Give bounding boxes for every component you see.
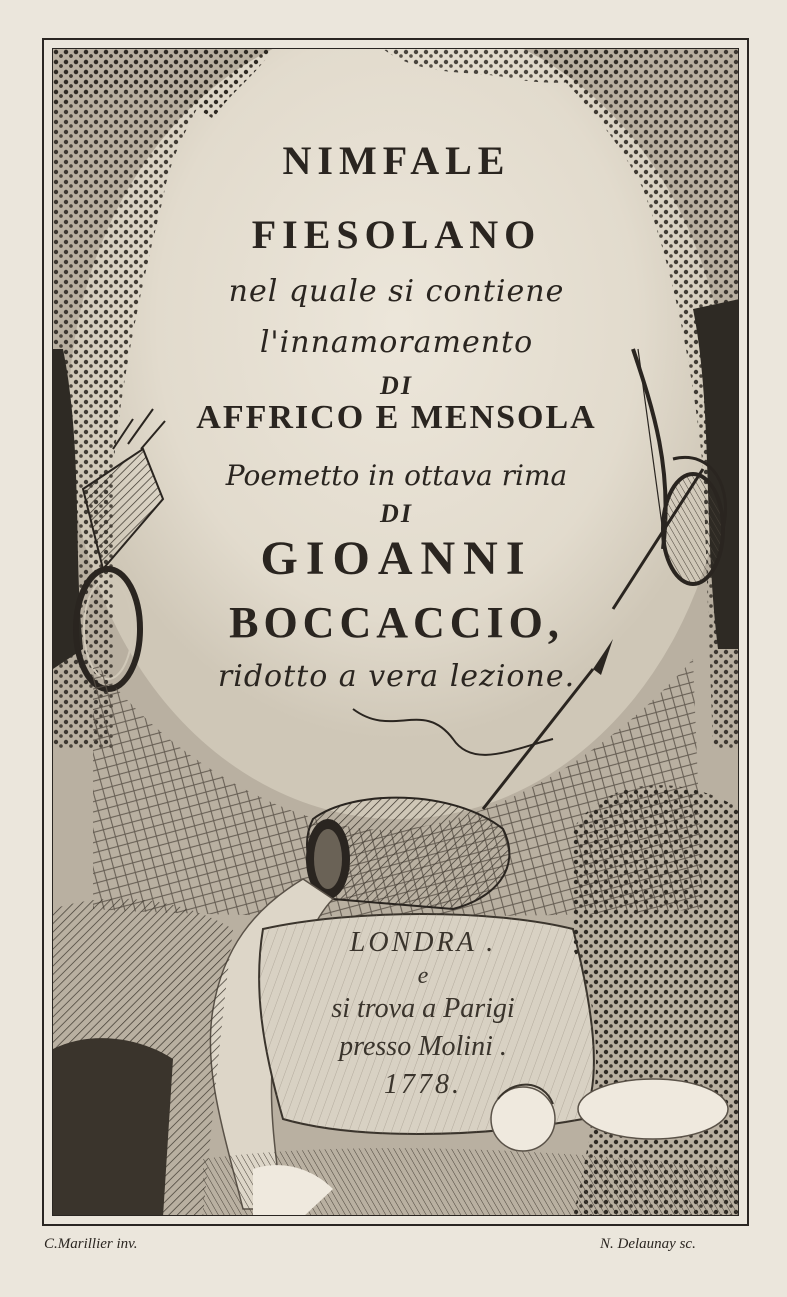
title-line-nimfale: NIMFALE	[282, 138, 511, 183]
title-line-affrico-mensola: AFFRICO E MENSOLA	[196, 399, 597, 436]
imprint-place: LONDRA .	[349, 927, 497, 958]
imprint-printer: presso Molini .	[339, 1031, 507, 1062]
engraved-title-page	[52, 48, 739, 1216]
imprint-conjunction: e	[417, 963, 429, 989]
title-line-poemetto: Poemetto in ottava rima	[225, 459, 568, 492]
title-line-ridotto: ridotto a vera lezione.	[217, 659, 576, 694]
title-line-fiesolano: FIESOLANO	[251, 212, 542, 257]
designer-credit: C.Marillier inv.	[44, 1236, 138, 1252]
title-line-nel-quale: nel quale si contiene	[228, 274, 565, 309]
engraver-credit: N. Delaunay sc.	[600, 1236, 696, 1252]
imprint-year: 1778.	[384, 1069, 462, 1100]
title-line-gioanni: GIOANNI	[260, 532, 533, 585]
title-line-boccaccio: BOCCACCIO,	[229, 598, 564, 647]
title-line-innamoramento: l'innamoramento	[259, 325, 534, 360]
imprint-also: si trova a Parigi	[331, 993, 515, 1024]
overturned-urn	[306, 798, 509, 909]
title-line-di-2: DI	[380, 499, 413, 528]
title-line-di-1: DI	[380, 371, 413, 400]
